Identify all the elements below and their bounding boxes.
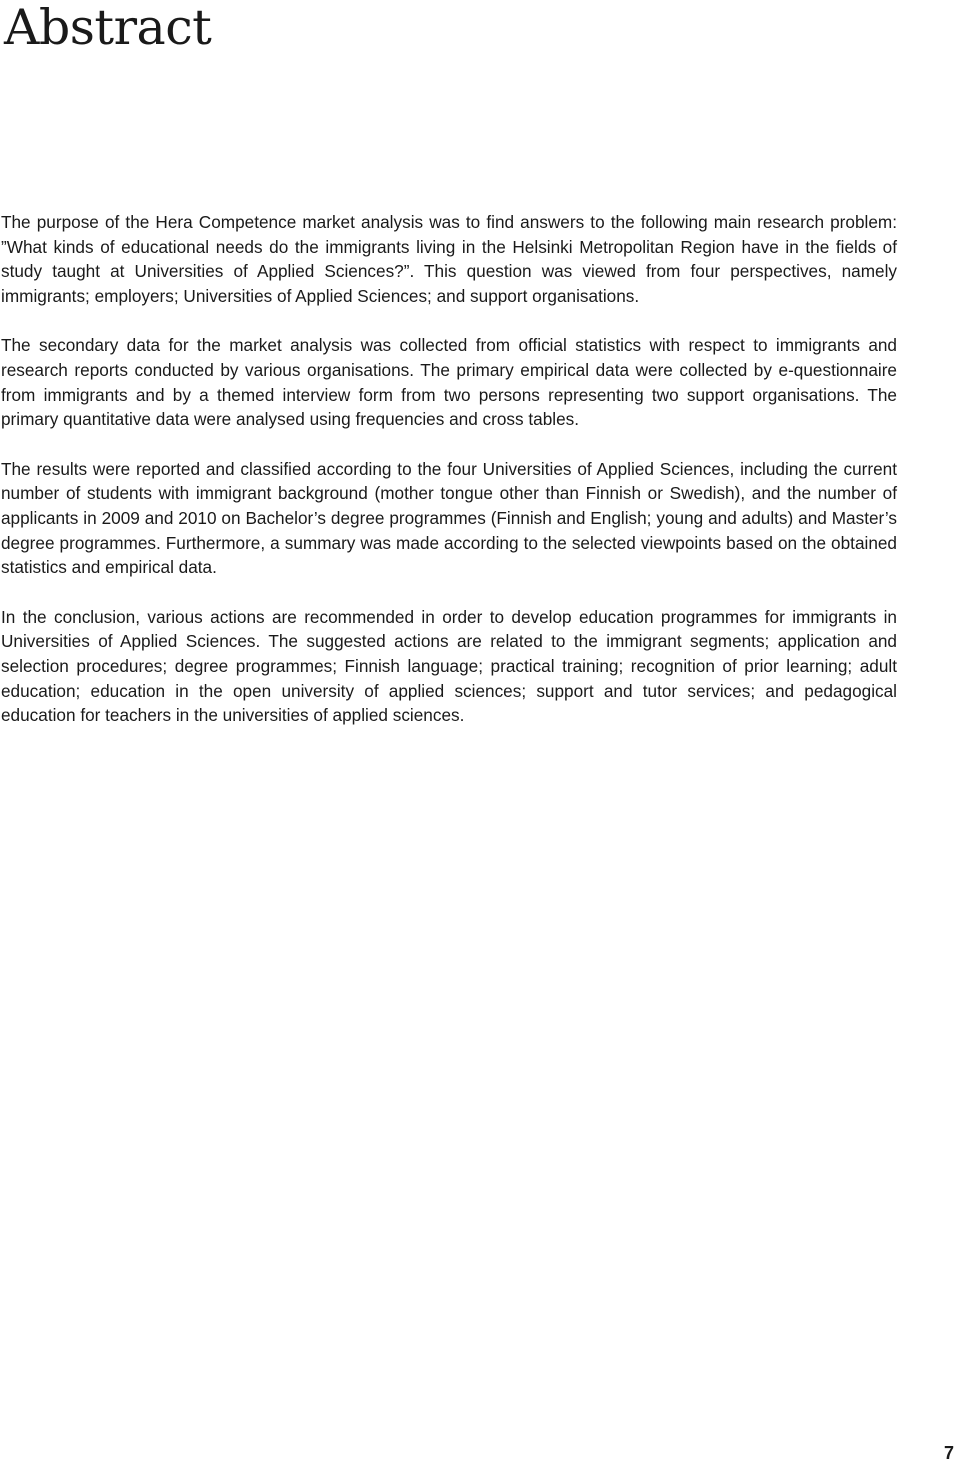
abstract-paragraph-data: The secondary data for the market analysis was collected from official statistics with respect to immigrants and research reports conducted by various organisations. The primary empirical data were collected by e-questionnaire from immigrants and by a themed interview form from two persons representing two support organisations. The primary quantitative data were analysed using frequencies and cross tables. [1,335,897,430]
abstract-paragraph-results: The results were reported and classified according to the four Universities of Applied Sciences, including the current number of students with immigrant background (mother tongue other than Finnish or Swedish), and the number of applicants in 2009 and 2010 on Bachelor’s degree programmes (Finnish and English; young and adults) and Master’s degree programmes. Furthermore, a summary was made according to the selected viewpoints based on the obtained statistics and empirical data. [1,458,897,578]
abstract-body [1,210,897,753]
page-title: Abstract [4,0,212,56]
abstract-paragraph-conclusion: In the conclusion, various actions are recommended in order to develop education programmes for immigrants in Universities of Applied Sciences. The suggested actions are related to the immigrant segments; application and selection procedures; degree programmes; Finnish language; practical training; recognition of prior learning; adult education; education in the open university of applied sciences; support and tutor services; and pedagogical education for teachers in the universities of applied sciences. [1,606,897,726]
page-number: 7 [943,1443,954,1463]
abstract-paragraph-purpose: The purpose of the Hera Competence market analysis was to find answers to the following main research problem: ”What kinds of educational needs do the immigrants living in the Helsinki Metropolitan Region have in the fields of study taught at Universities of Applied Sciences?”. This question was viewed from four perspectives, namely immigrants; employers; Universities of Applied Sciences; and support organisations. [1,212,897,306]
